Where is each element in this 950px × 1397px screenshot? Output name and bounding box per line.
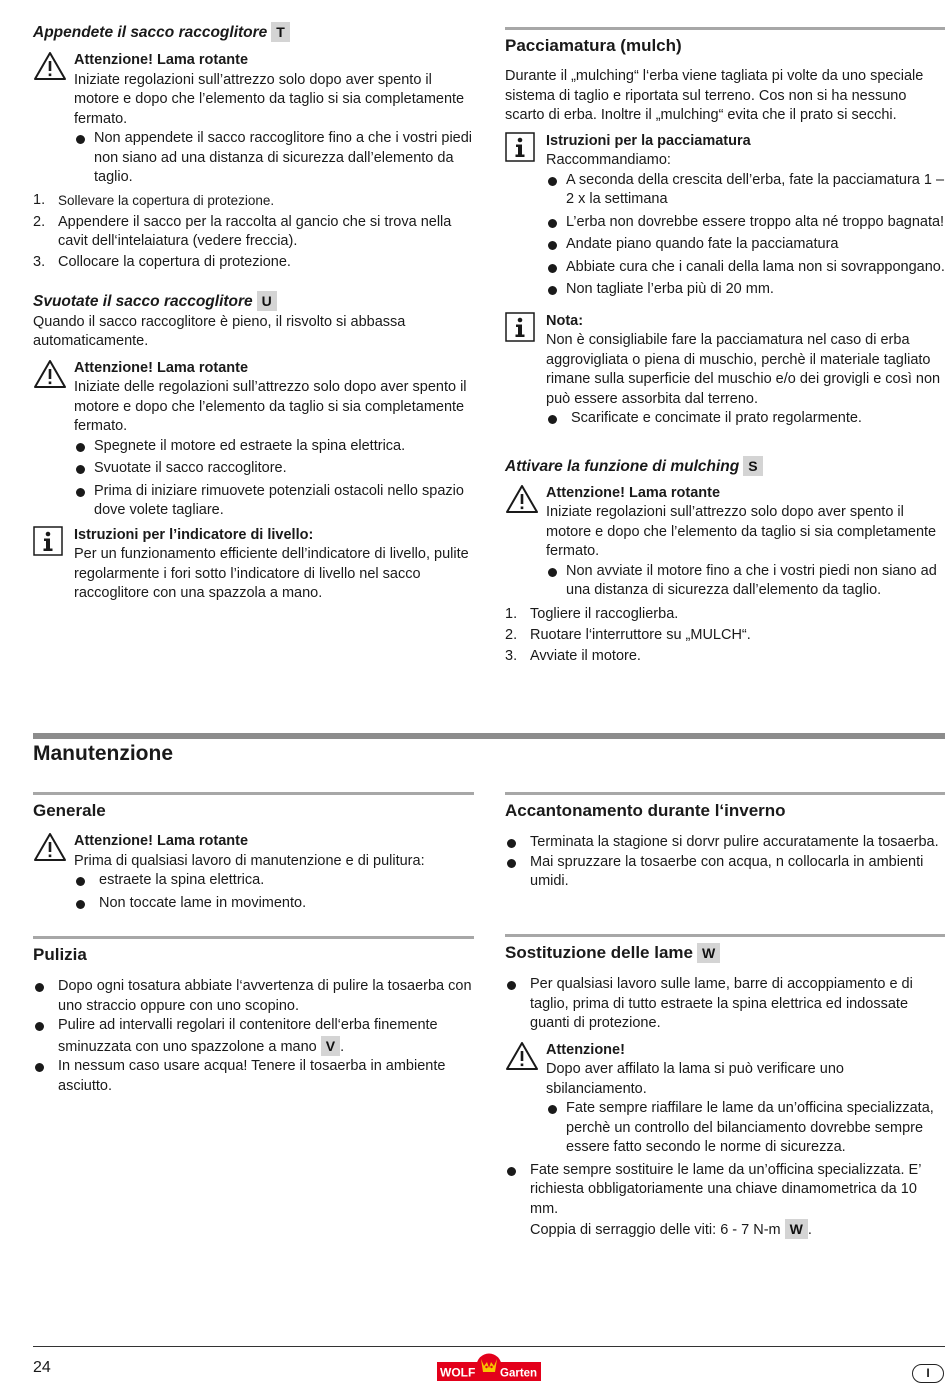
language-badge: I	[912, 1364, 944, 1383]
figure-reference-badge: T	[271, 22, 290, 42]
steps-list	[33, 191, 475, 273]
list-item: Non toccate lame in movimento.	[74, 894, 474, 914]
list-item: Spegnete il motore ed estraete la spina elettrica.	[74, 437, 475, 457]
warning-text: Iniziate delle regolazioni sull’attrezzo solo dopo aver spento il motore e dopo che l’elemento da taglio si sia completamente fermato.	[74, 379, 467, 434]
section-title-text: Attivare la funzione di mulching	[505, 457, 740, 475]
warning-block	[505, 1041, 945, 1158]
step-text: Togliere il raccoglierba.	[530, 605, 679, 622]
list-item: Svuotate il sacco raccoglitore.	[74, 459, 475, 479]
list-item: Non tagliate l’erba più di 20 mm.	[546, 280, 945, 300]
warning-heading: Attenzione! Lama rotante	[74, 52, 249, 68]
info-block	[33, 526, 475, 604]
section-title-text: Svuotate il sacco raccoglitore	[33, 292, 253, 310]
warning-text: Dopo aver affilato la lama si può verificare uno sbilanciamento.	[546, 1061, 844, 1097]
list-item: Per qualsiasi lavoro sulle lame, barre di accoppiamento e di taglio, prima di tutto estraete la spina elettrica ed indossate guanti di protezione.	[505, 975, 945, 1034]
list-item: Terminata la stagione si dorvr pulire accuratamente la tosaerba.	[505, 833, 945, 853]
list-item: Abbiate cura che i canali della lama non si sovrappongano.	[546, 258, 945, 278]
page-number: 24	[33, 1359, 51, 1376]
section-title-attivare	[505, 456, 945, 478]
list-item: In nessum caso usare acqua! Tenere il tosaerba in ambiente asciutto.	[33, 1057, 474, 1096]
list-item: Andate piano quando fate la pacciamatura	[546, 235, 945, 255]
step-text: Appendere il sacco per la raccolta al gancio che si trova nella cavit dell‘intelaiatura (vedere freccia).	[58, 213, 452, 249]
section-title: Pacciamatura (mulch)	[505, 36, 682, 55]
warning-block	[33, 51, 475, 188]
footer-rule	[33, 1346, 945, 1347]
warning-heading: Attenzione! Lama rotante	[74, 833, 249, 849]
warning-block	[33, 359, 475, 521]
section-inverno	[505, 792, 945, 892]
list-item: Fate sempre riaffilare le lame da un’officina specializzata, perchè un controllo del bilanciamento dovrebbe sempre essere fatto secondo le norme di sicurezza.	[546, 1099, 945, 1158]
step-text: Ruotare l‘interruttore su „MULCH“.	[530, 626, 751, 643]
list-item: Scarificate e concimate il prato regolarmente.	[546, 409, 945, 429]
list-item	[33, 191, 475, 212]
section-header	[505, 792, 945, 823]
nota-text: Non è consigliabile fare la pacciamatura nel caso di erba aggrovigliata o piena di muschio, perchè il materiale tagliato rimane sulla superficie del muschio e/o dei grovigli e così non può essere assorbita dal terreno.	[546, 332, 941, 407]
step-text: Avviate il motore.	[530, 647, 641, 664]
left-column-top	[33, 22, 475, 604]
warning-block	[33, 832, 474, 913]
section-header	[33, 792, 474, 823]
warning-heading: Attenzione! Lama rotante	[74, 359, 249, 376]
info-icon	[505, 312, 535, 349]
warning-text: Prima di qualsiasi lavoro di manutenzione e di pulitura:	[74, 852, 425, 869]
info-text: Per un funzionamento efficiente dell’indicatore di livello, pulite regolarmente i fori sotto l’indicatore di livello nel sacco raccoglitore con una spazzola a mano.	[74, 546, 469, 601]
chapter-title: Manutenzione	[33, 742, 173, 765]
list-item	[505, 647, 945, 667]
warning-text: Iniziate regolazioni sull’attrezzo solo dopo aver spento il motore e dopo che l’elemento da taglio si sia completamente fermato.	[74, 71, 465, 127]
warning-bullet-list	[546, 1099, 945, 1158]
list-item	[33, 253, 475, 273]
intro-text: Quando il sacco raccoglitore è pieno, il risvolto si abbassa automaticamente.	[33, 313, 406, 349]
figure-reference-badge: V	[321, 1036, 340, 1056]
nota-block	[505, 312, 945, 429]
warning-triangle-icon	[33, 359, 67, 396]
list-item	[33, 213, 475, 252]
list-item: estraete la spina elettrica.	[74, 871, 474, 891]
warning-triangle-icon	[33, 51, 67, 88]
info-block	[505, 132, 945, 300]
section-header-pacciamatura	[505, 27, 945, 58]
section-title-svuotate	[33, 291, 475, 313]
bullet-text: Pulire ad intervalli regolari il contenitore dell‘erba finemente sminuzzata con uno spazzolone a mano	[58, 1017, 438, 1055]
list-item: Prima di iniziare rimuovete potenziali ostacoli nello spazio dove volete tagliare.	[74, 482, 475, 521]
nota-heading: Nota:	[546, 312, 584, 329]
step-text: Sollevare la copertura di protezione.	[58, 192, 275, 208]
lame-bullet-list	[505, 975, 945, 1034]
intro-text: Durante il „mulching“ l‘erba viene tagliata pi volte da uno speciale sistema di taglio e riportata sul terreno. Cos non si ha nessuno scarto di erba. Inoltre il „mulching“ evita che il prato si secchi.	[505, 68, 924, 123]
inverno-bullet-list	[505, 833, 945, 892]
logo-text-right: Garten	[500, 1367, 538, 1380]
section-header	[33, 936, 474, 967]
info-text: Raccommandiamo:	[546, 152, 671, 168]
warning-block	[505, 484, 945, 601]
logo-text-left: WOLF	[440, 1365, 476, 1380]
section-title: Accantonamento durante l‘inverno	[505, 801, 786, 820]
section-title-text: Appendete il sacco raccoglitore	[33, 24, 268, 41]
steps-list	[505, 605, 945, 667]
list-item: L’erba non dovrebbe essere troppo alta né troppo bagnata!	[546, 213, 945, 233]
figure-reference-badge: S	[743, 456, 762, 476]
warning-bullet-list	[74, 129, 475, 188]
step-number: 1.	[505, 605, 518, 622]
section-pulizia	[33, 936, 474, 1096]
warning-triangle-icon	[505, 1041, 539, 1078]
lame-bullet-list-2	[505, 1161, 945, 1241]
warning-triangle-icon	[505, 484, 539, 521]
chapter-divider	[33, 733, 945, 739]
list-item	[505, 626, 945, 646]
warning-triangle-icon	[33, 832, 67, 869]
figure-reference-badge: W	[697, 943, 720, 963]
list-item: A seconda della crescita dell’erba, fate la pacciamatura 1 – 2 x la settimana	[546, 171, 945, 210]
warning-heading: Attenzione! Lama rotante	[546, 484, 721, 501]
section-title-appendete	[33, 22, 475, 44]
figure-reference-badge: W	[785, 1219, 808, 1239]
warning-bullet-list	[546, 562, 945, 601]
info-heading: Istruzioni per la pacciamatura	[546, 132, 751, 149]
step-number: 3.	[33, 254, 46, 270]
bullet-text: Fate sempre sostituire le lame da un’officina specializzata. E’ richiesta obbligatoriamente una chiave dinamometrica da 10 mm.	[530, 1161, 921, 1217]
section-title: Generale	[33, 801, 106, 820]
section-title: Pulizia	[33, 945, 87, 964]
list-item	[505, 605, 945, 625]
list-item: Fate sempre sostituire le lame da un’officina specializzata. E’ richiesta obbligatoriamente una chiave dinamometrica da 10 mm. Coppia di serraggio delle viti: 6 - 7 N-m W .	[505, 1161, 945, 1241]
step-text: Collocare la copertura di protezione.	[58, 254, 291, 270]
right-column-top	[505, 27, 945, 668]
step-number: 2.	[33, 213, 46, 230]
chapter-title-manutenzione	[33, 740, 633, 768]
torque-text: Coppia di serraggio delle viti: 6 - 7 N-m	[530, 1222, 781, 1238]
step-number: 3.	[505, 647, 518, 664]
list-item: Non avviate il motore fino a che i vostri piedi non siano ad una distanza di sicurezza dall’elemento da taglio.	[546, 562, 945, 601]
figure-reference-badge: U	[257, 291, 277, 311]
step-number: 1.	[33, 191, 46, 208]
section-lame	[505, 934, 945, 1241]
warning-heading: Attenzione!	[546, 1041, 625, 1058]
list-item: Non appendete il sacco raccoglitore fino a che i vostri piedi non siano ad una distanza di sicurezza dall’elemento da taglio.	[74, 129, 475, 188]
info-icon	[505, 132, 535, 169]
warning-bullet-list	[74, 871, 474, 913]
wolf-garten-logo	[437, 1353, 541, 1383]
list-item: Dopo ogni tosatura abbiate l‘avvertenza di pulire la tosaerba con uno straccio oppure con uno scopino.	[33, 977, 474, 1016]
list-item: Mai spruzzare la tosaerbe con acqua, n collocarla in ambienti umidi.	[505, 853, 945, 892]
warning-bullet-list	[74, 437, 475, 521]
warning-text: Iniziate regolazioni sull’attrezzo solo dopo aver spento il motore e dopo che l’elemento da taglio si sia completamente fermato.	[546, 504, 937, 559]
section-title-text: Sostituzione delle lame	[505, 943, 693, 962]
info-bullet-list	[546, 171, 945, 300]
info-icon	[33, 526, 63, 563]
section-title	[505, 941, 945, 965]
list-item: Pulire ad intervalli regolari il contenitore dell‘erba finemente sminuzzata con uno spazzolone a mano V .	[33, 1016, 474, 1057]
step-number: 2.	[505, 626, 518, 643]
info-heading: Istruzioni per l’indicatore di livello:	[74, 526, 314, 543]
pulizia-bullet-list	[33, 977, 474, 1096]
section-generale	[33, 792, 474, 913]
nota-bullet-list	[546, 409, 945, 429]
section-header	[505, 934, 945, 965]
